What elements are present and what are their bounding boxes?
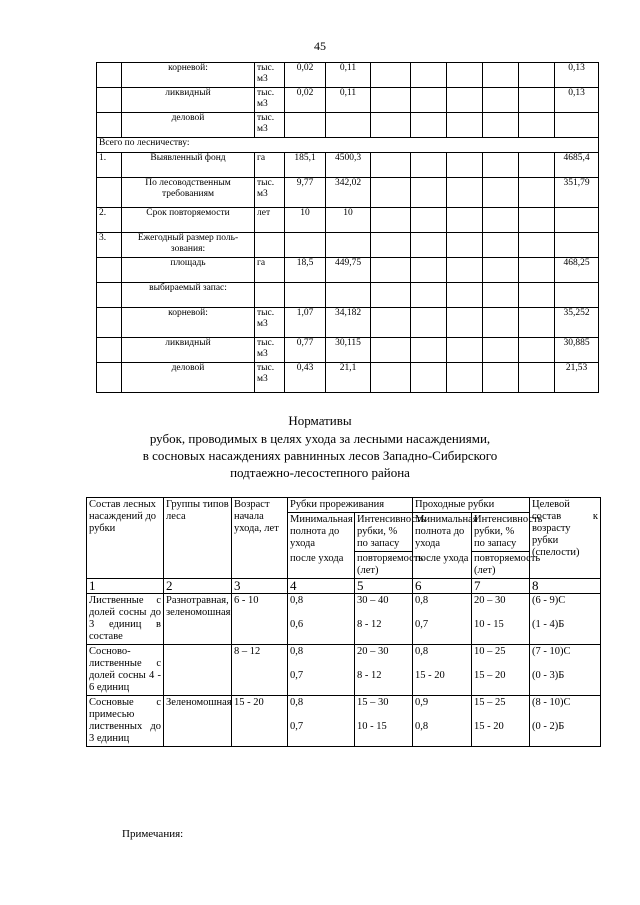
empty-cell (483, 283, 519, 308)
cell-min-polnota-2 (413, 645, 472, 696)
empty-cell (411, 63, 447, 88)
empty-cell (483, 363, 519, 393)
value-1: 0,43 (285, 363, 326, 393)
empty-cell (411, 308, 447, 338)
column-number: 8 (530, 579, 601, 594)
empty-cell (371, 63, 411, 88)
row-unit: тыс. м3 (255, 88, 285, 113)
empty-cell (483, 113, 519, 138)
cell-vozrast: 15 - 20 (232, 696, 288, 747)
cell-intensivnost-2-b: 15 – 20 (474, 670, 506, 681)
cell-min-polnota-2 (413, 594, 472, 645)
row-unit: тыс. м3 (255, 308, 285, 338)
cell-celevoy-a: (8 - 10)С (532, 697, 571, 708)
empty-cell (519, 63, 555, 88)
table-row (97, 63, 599, 88)
cell-intensivnost-1-b: 8 - 12 (357, 619, 382, 630)
table-row (87, 696, 601, 747)
table-row (87, 645, 601, 696)
value-2 (326, 113, 371, 138)
row-name: корневой: (122, 63, 255, 88)
row-unit: тыс. м3 (255, 113, 285, 138)
empty-cell (411, 208, 447, 233)
row-total (555, 113, 599, 138)
header-sostav: Состав лесных насаждений до рубки (87, 498, 164, 579)
cell-min-polnota-1-b: 0,6 (290, 619, 304, 630)
row-name: корневой: (122, 308, 255, 338)
empty-cell (519, 233, 555, 258)
value-1 (285, 113, 326, 138)
row-unit: га (255, 153, 285, 178)
value-2: 342,02 (326, 178, 371, 208)
row-name: Срок повторяемости (122, 208, 255, 233)
empty-cell (483, 63, 519, 88)
cell-intensivnost-1-b: 10 - 15 (357, 721, 387, 732)
table-row (97, 308, 599, 338)
norms-table (86, 497, 601, 747)
cell-min-polnota-2-a: 0,8 (415, 646, 429, 657)
cell-intensivnost-2 (472, 645, 530, 696)
cell-sostav: Лиственные с долей сосны до 3 единиц в составе (87, 594, 164, 645)
title-line-3: в сосновых насаждениях равнинных лесов Западно-Сибирского (142, 448, 498, 463)
empty-cell (411, 88, 447, 113)
empty-cell (519, 258, 555, 283)
row-name: ликвидный (122, 338, 255, 363)
cell-intensivnost-2-a: 15 – 25 (474, 697, 506, 708)
empty-cell (371, 113, 411, 138)
table-row (97, 338, 599, 363)
cell-min-polnota-2-a: 0,8 (415, 595, 429, 606)
empty-cell (447, 233, 483, 258)
cell-intensivnost-2-b: 10 - 15 (474, 619, 504, 630)
row-total: 351,79 (555, 178, 599, 208)
empty-cell (447, 113, 483, 138)
cell-celevoy-b: (0 - 2)Б (532, 721, 565, 732)
table-row (97, 113, 599, 138)
row-name: По лесоводственным требованиям (122, 178, 255, 208)
value-1: 9,77 (285, 178, 326, 208)
value-1: 0,02 (285, 88, 326, 113)
value-2: 0,11 (326, 88, 371, 113)
empty-cell (519, 208, 555, 233)
empty-cell (519, 88, 555, 113)
section-label: Всего по лесничеству: (97, 138, 599, 153)
cell-intensivnost-1 (355, 594, 413, 645)
table-row (97, 88, 599, 113)
column-number: 5 (355, 579, 413, 594)
row-name: деловой (122, 113, 255, 138)
row-total: 4685,4 (555, 153, 599, 178)
cell-celevoy-b: (1 - 4)Б (532, 619, 565, 630)
empty-cell (447, 338, 483, 363)
cell-intensivnost-2-a: 10 – 25 (474, 646, 506, 657)
empty-cell (411, 178, 447, 208)
title-line-4: подтаежно-лесостепного района (230, 465, 410, 480)
empty-cell (411, 363, 447, 393)
column-number: 2 (164, 579, 232, 594)
header-povtor-1: повторяемость (лет) (355, 552, 413, 579)
empty-cell (371, 88, 411, 113)
header-vozrast: Возраст начала ухода, лет (232, 498, 288, 579)
column-number: 6 (413, 579, 472, 594)
cell-intensivnost-1-b: 8 - 12 (357, 670, 382, 681)
value-2 (326, 233, 371, 258)
column-number: 3 (232, 579, 288, 594)
row-number (97, 88, 122, 113)
empty-cell (371, 233, 411, 258)
value-1: 10 (285, 208, 326, 233)
cell-intensivnost-1-a: 30 – 40 (357, 595, 389, 606)
row-number (97, 258, 122, 283)
row-unit (255, 233, 285, 258)
cell-min-polnota-1 (288, 696, 355, 747)
column-number: 7 (472, 579, 530, 594)
row-total (555, 233, 599, 258)
empty-cell (411, 113, 447, 138)
empty-cell (447, 283, 483, 308)
column-number: 4 (288, 579, 355, 594)
empty-cell (483, 233, 519, 258)
value-1 (285, 233, 326, 258)
table-row (97, 258, 599, 283)
row-number (97, 338, 122, 363)
row-number (97, 283, 122, 308)
empty-cell (519, 113, 555, 138)
value-2 (326, 283, 371, 308)
table-row (97, 363, 599, 393)
row-name: ликвидный (122, 88, 255, 113)
row-total: 0,13 (555, 88, 599, 113)
empty-cell (371, 283, 411, 308)
cell-celevoy (530, 696, 601, 747)
table-row (97, 178, 599, 208)
empty-cell (371, 363, 411, 393)
empty-cell (411, 233, 447, 258)
empty-cell (519, 363, 555, 393)
value-2: 21,1 (326, 363, 371, 393)
row-number (97, 308, 122, 338)
value-2: 4500,3 (326, 153, 371, 178)
title-line-1: Нормативы (288, 413, 352, 428)
empty-cell (519, 338, 555, 363)
value-1: 0,02 (285, 63, 326, 88)
row-number: 3. (97, 233, 122, 258)
row-total: 35,252 (555, 308, 599, 338)
table-row (97, 233, 599, 258)
value-1 (285, 283, 326, 308)
header-povtor-2: повторяемость (лет) (472, 552, 530, 579)
row-number (97, 363, 122, 393)
empty-cell (371, 308, 411, 338)
page-number: 45 (314, 39, 326, 53)
empty-cell (371, 178, 411, 208)
row-unit: тыс. м3 (255, 178, 285, 208)
column-number: 1 (87, 579, 164, 594)
empty-cell (411, 283, 447, 308)
value-1: 185,1 (285, 153, 326, 178)
empty-cell (483, 153, 519, 178)
header-prohodnye: Проходные рубки (413, 498, 530, 513)
row-unit (255, 283, 285, 308)
cell-sostav: Сосново-лиственные с долей сосны 4 - 6 единиц (87, 645, 164, 696)
cell-celevoy-a: (6 - 9)С (532, 595, 566, 606)
table-row (97, 138, 599, 153)
table-row (97, 283, 599, 308)
row-total: 30,885 (555, 338, 599, 363)
row-number (97, 63, 122, 88)
value-2: 34,182 (326, 308, 371, 338)
row-number: 1. (97, 153, 122, 178)
empty-cell (371, 153, 411, 178)
cell-min-polnota-2 (413, 696, 472, 747)
cell-celevoy (530, 594, 601, 645)
cell-intensivnost-1-a: 20 – 30 (357, 646, 389, 657)
row-unit: тыс. м3 (255, 363, 285, 393)
column-numbers-row (87, 579, 601, 594)
cell-vozrast: 8 – 12 (232, 645, 288, 696)
value-1: 1,07 (285, 308, 326, 338)
empty-cell (411, 338, 447, 363)
empty-cell (483, 178, 519, 208)
value-1: 0,77 (285, 338, 326, 363)
row-number (97, 113, 122, 138)
empty-cell (447, 363, 483, 393)
empty-cell (447, 63, 483, 88)
cell-min-polnota-1-a: 0,8 (290, 595, 304, 606)
table-row (97, 208, 599, 233)
empty-cell (447, 308, 483, 338)
empty-cell (519, 283, 555, 308)
header-celevoy: Целевой состав к возрасту рубки (спелости) (530, 498, 601, 579)
row-total (555, 283, 599, 308)
row-name: Ежегодный размер поль- зования: (122, 233, 255, 258)
empty-cell (447, 153, 483, 178)
row-total: 468,25 (555, 258, 599, 283)
cell-gruppy: Зеленомошная (164, 696, 232, 747)
empty-cell (447, 208, 483, 233)
cell-intensivnost-1-a: 15 – 30 (357, 697, 389, 708)
cell-min-polnota-1 (288, 645, 355, 696)
empty-cell (371, 208, 411, 233)
row-unit: га (255, 258, 285, 283)
cell-celevoy-b: (0 - 3)Б (532, 670, 565, 681)
row-unit: тыс. м3 (255, 63, 285, 88)
empty-cell (371, 338, 411, 363)
cell-gruppy: Разнотравная, зеленомошная (164, 594, 232, 645)
header-intensivnost-2: Интенсивность рубки, % по запасу (472, 513, 530, 552)
notes-label: Примечания: (122, 828, 184, 840)
row-unit: тыс. м3 (255, 338, 285, 363)
table-row (87, 594, 601, 645)
row-name: площадь (122, 258, 255, 283)
value-2: 30,115 (326, 338, 371, 363)
table-row (97, 153, 599, 178)
cell-intensivnost-2 (472, 696, 530, 747)
cell-min-polnota-1 (288, 594, 355, 645)
value-1: 18,5 (285, 258, 326, 283)
header-min-polnota-2: Минимальная полнота до ухода (413, 513, 472, 552)
row-unit: лет (255, 208, 285, 233)
empty-cell (483, 308, 519, 338)
cell-min-polnota-2-b: 0,7 (415, 619, 429, 630)
summary-table (96, 62, 599, 393)
empty-cell (483, 88, 519, 113)
cell-min-polnota-1-b: 0,7 (290, 721, 304, 732)
header-min-polnota-1: Минимальная полнота до ухода (288, 513, 355, 552)
empty-cell (519, 178, 555, 208)
empty-cell (519, 153, 555, 178)
cell-min-polnota-1-b: 0,7 (290, 670, 304, 681)
row-number: 2. (97, 208, 122, 233)
cell-intensivnost-1 (355, 696, 413, 747)
empty-cell (447, 178, 483, 208)
empty-cell (371, 258, 411, 283)
row-total (555, 208, 599, 233)
cell-intensivnost-2 (472, 594, 530, 645)
cell-celevoy-a: (7 - 10)С (532, 646, 571, 657)
title-line-2: рубок, проводимых в целях ухода за лесными насаждениями, (149, 431, 491, 446)
cell-min-polnota-2-b: 15 - 20 (415, 670, 445, 681)
row-number (97, 178, 122, 208)
cell-min-polnota-2-a: 0,9 (415, 697, 429, 708)
cell-vozrast: 6 - 10 (232, 594, 288, 645)
cell-celevoy (530, 645, 601, 696)
cell-sostav: Сосновые с примесью лиственных до 3 единиц (87, 696, 164, 747)
empty-cell (411, 258, 447, 283)
header-posle-1: после ухода (288, 552, 355, 579)
cell-intensivnost-1 (355, 645, 413, 696)
cell-intensivnost-2-a: 20 – 30 (474, 595, 506, 606)
empty-cell (483, 338, 519, 363)
header-intensivnost-1: Интенсивность рубки, % по запасу (355, 513, 413, 552)
empty-cell (483, 258, 519, 283)
header-prorezhivanie: Рубки прореживания (288, 498, 413, 513)
row-name: выбираемый запас: (122, 283, 255, 308)
cell-gruppy (164, 645, 232, 696)
value-2: 449,75 (326, 258, 371, 283)
empty-cell (447, 88, 483, 113)
cell-min-polnota-2-b: 0,8 (415, 721, 429, 732)
cell-min-polnota-1-a: 0,8 (290, 697, 304, 708)
row-total: 21,53 (555, 363, 599, 393)
value-2: 0,11 (326, 63, 371, 88)
cell-min-polnota-1-a: 0,8 (290, 646, 304, 657)
empty-cell (519, 308, 555, 338)
value-2: 10 (326, 208, 371, 233)
row-total: 0,13 (555, 63, 599, 88)
empty-cell (483, 208, 519, 233)
header-gruppy: Группы типов леса (164, 498, 232, 579)
empty-cell (447, 258, 483, 283)
header-posle-2: после ухода (413, 552, 472, 579)
row-name: Выявленный фонд (122, 153, 255, 178)
empty-cell (411, 153, 447, 178)
row-name: деловой (122, 363, 255, 393)
cell-intensivnost-2-b: 15 - 20 (474, 721, 504, 732)
